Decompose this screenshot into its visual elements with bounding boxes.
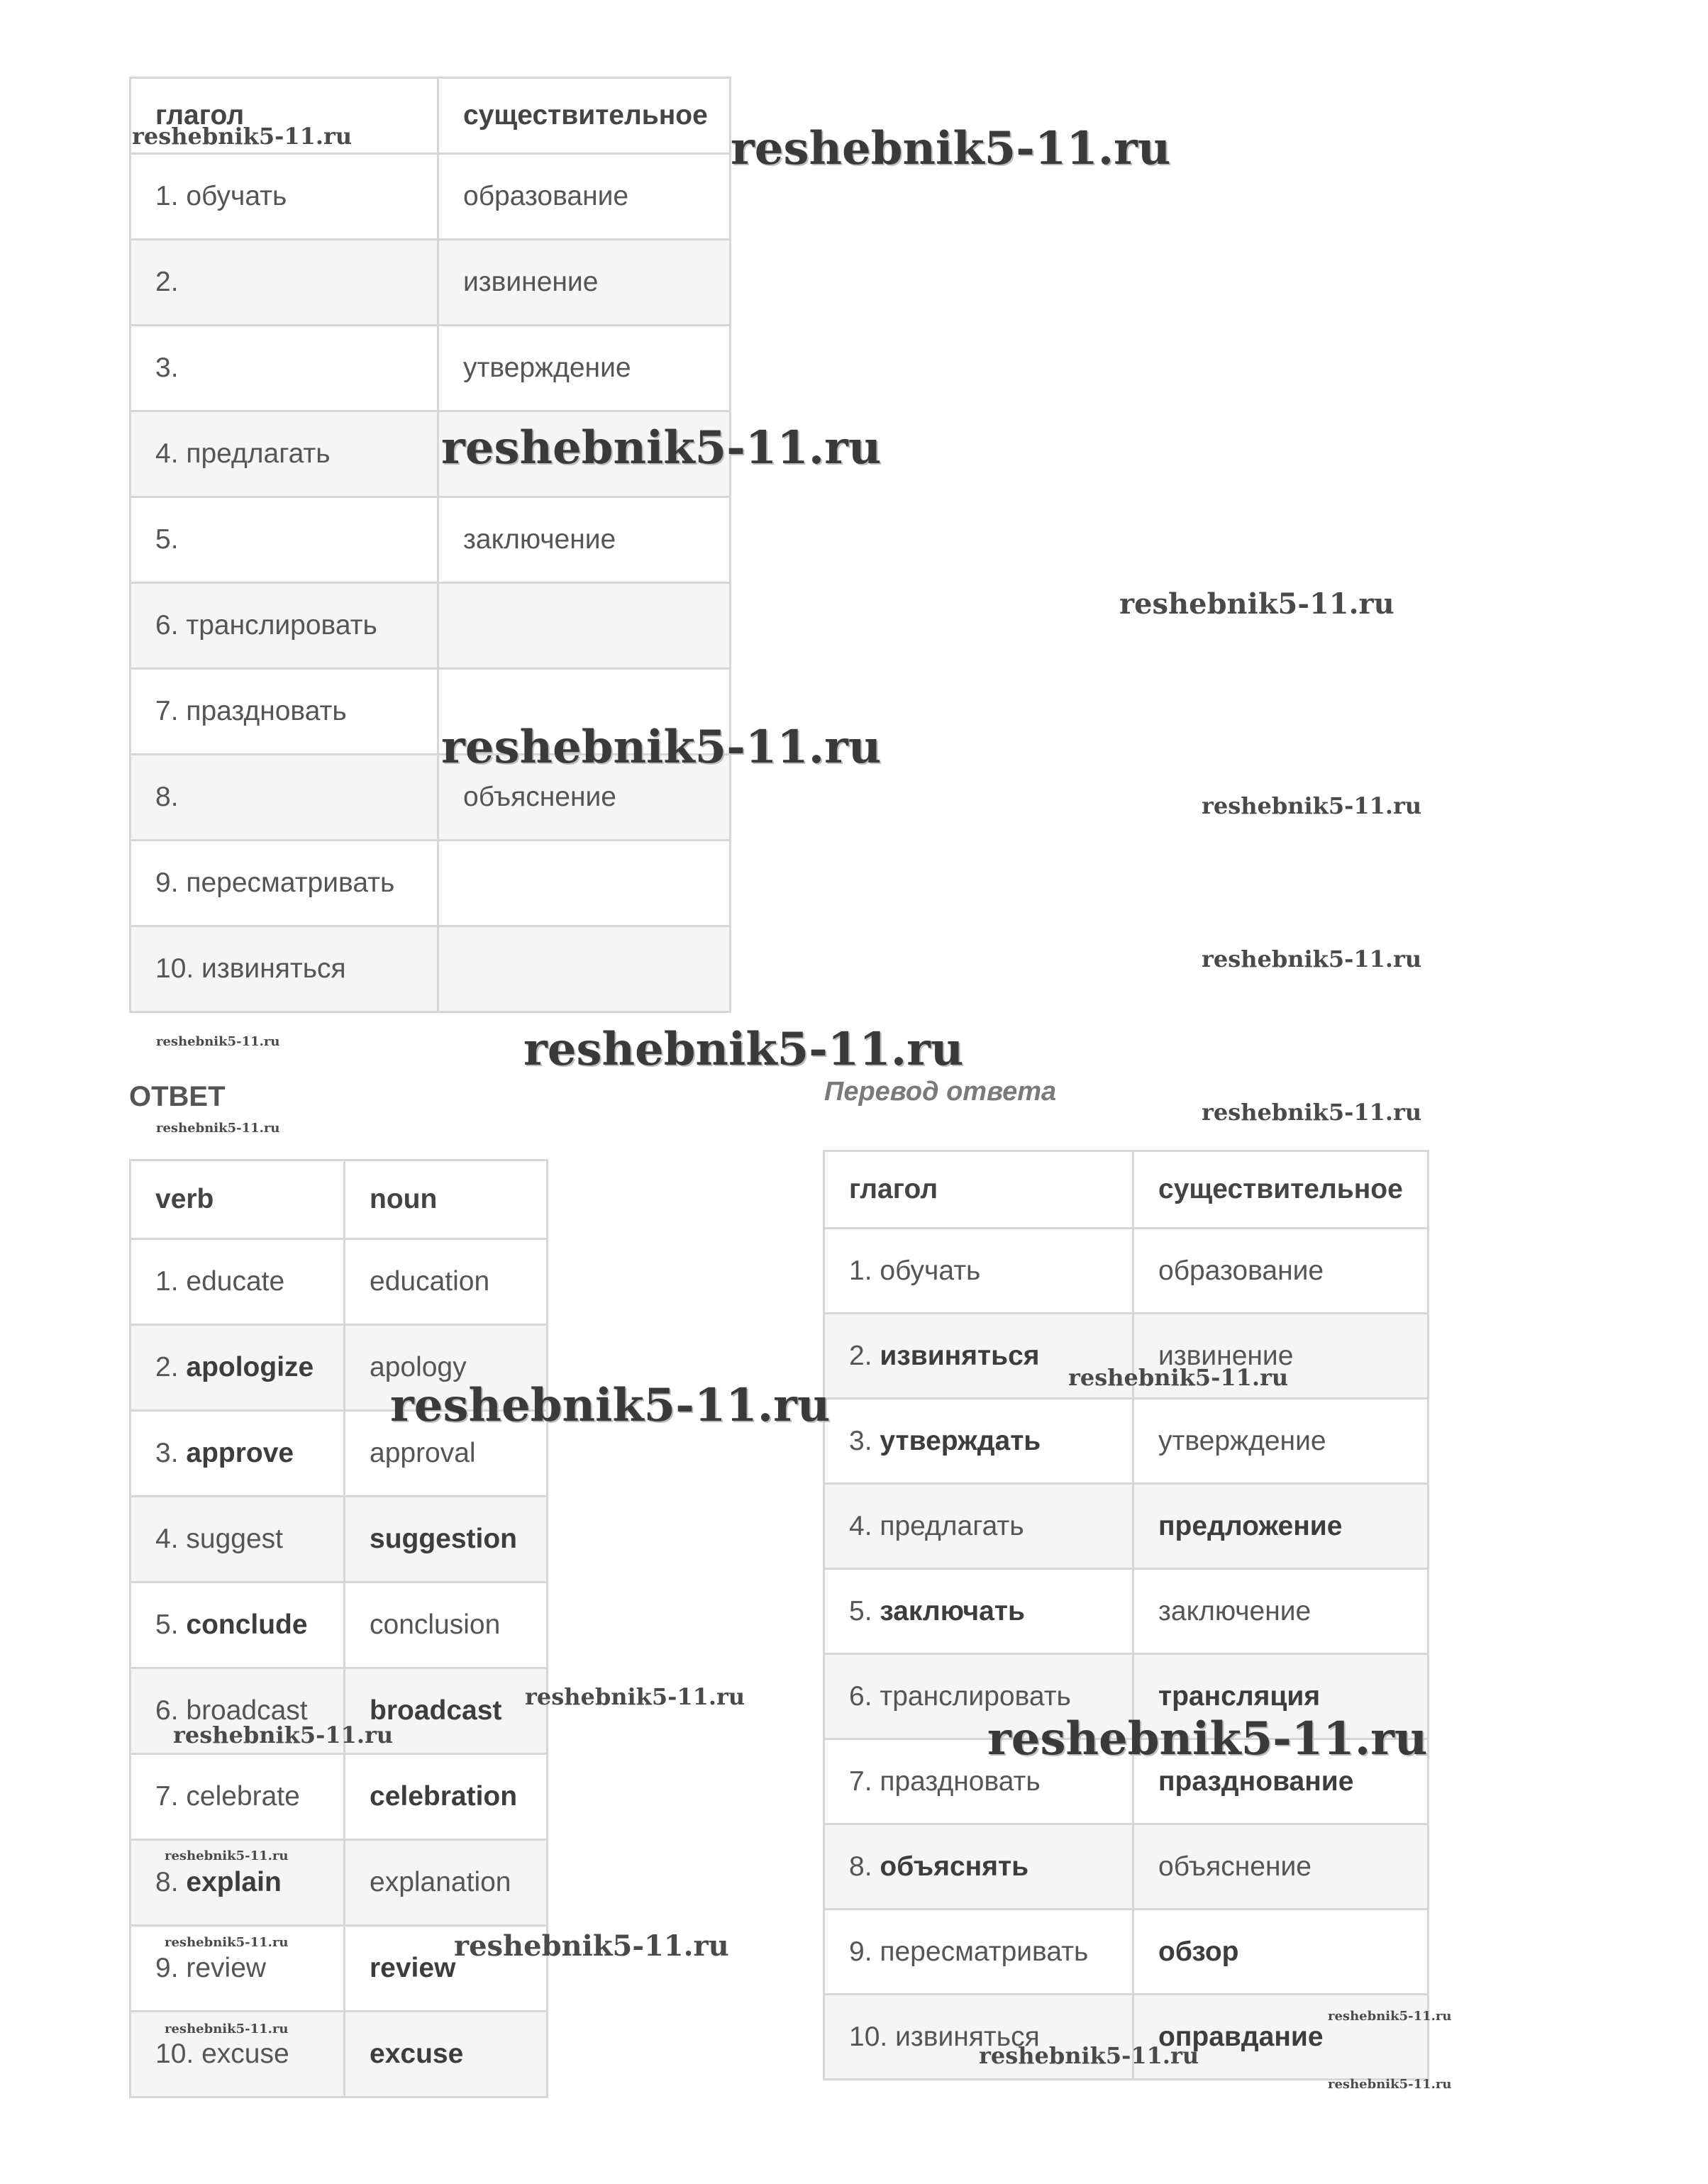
row-number: 2. bbox=[155, 1352, 179, 1382]
row-number: 7. bbox=[155, 1781, 179, 1812]
task-verb-cell: 5. bbox=[131, 497, 438, 583]
translation-noun-cell bbox=[1133, 1909, 1429, 1995]
answer-table bbox=[129, 1159, 548, 2098]
task-noun-cell bbox=[438, 926, 731, 1012]
translation-noun: трансляция bbox=[1158, 1680, 1321, 1712]
translation-noun: предложение bbox=[1158, 1510, 1343, 1541]
answer-noun-cell bbox=[345, 1411, 548, 1497]
translation-verb: извиняться bbox=[895, 2021, 1040, 2052]
answer-noun: apology bbox=[370, 1352, 467, 1382]
translation-verb: извиняться bbox=[880, 1340, 1040, 1371]
watermark: reshebnik5-11.ru bbox=[1328, 2077, 1452, 2092]
task-verb-cell: 1. обучать bbox=[131, 154, 438, 240]
task-verb-cell: 2. bbox=[131, 240, 438, 326]
answer-verb: review bbox=[186, 1953, 267, 1983]
row-number: 3. bbox=[155, 1438, 179, 1468]
answer-noun-cell bbox=[345, 1497, 548, 1582]
translation-verb-cell bbox=[824, 1824, 1133, 1909]
watermark: reshebnik5-11.ru bbox=[1202, 946, 1422, 972]
answer-noun-cell bbox=[345, 1325, 548, 1411]
answer-row bbox=[131, 1926, 548, 2012]
watermark: reshebnik5-11.ru bbox=[731, 122, 1171, 175]
translation-row bbox=[824, 1654, 1429, 1739]
task-noun-cell bbox=[438, 669, 731, 755]
watermark: reshebnik5-11.ru bbox=[987, 1712, 1428, 1766]
watermark: reshebnik5-11.ru bbox=[1119, 587, 1394, 621]
translation-verb-cell bbox=[824, 1399, 1133, 1484]
watermark: reshebnik5-11.ru bbox=[523, 1023, 964, 1076]
translation-verb: объяснять bbox=[880, 1851, 1029, 1882]
answer-noun-cell bbox=[345, 1754, 548, 1840]
watermark: reshebnik5-11.ru bbox=[979, 2042, 1199, 2069]
answer-noun-cell bbox=[345, 1926, 548, 2012]
answer-noun: education bbox=[370, 1266, 490, 1297]
task-noun-cell: извинение bbox=[438, 240, 731, 326]
watermark: reshebnik5-11.ru bbox=[1202, 792, 1422, 819]
translation-row bbox=[824, 1399, 1429, 1484]
watermark: reshebnik5-11.ru bbox=[454, 1929, 729, 1963]
translation-noun-cell bbox=[1133, 1824, 1429, 1909]
row-number: 4. bbox=[155, 1524, 179, 1554]
translation-verb-cell bbox=[824, 1484, 1133, 1569]
translation-verb-cell bbox=[824, 1995, 1133, 2080]
answer-noun-cell bbox=[345, 1239, 548, 1325]
answer-verb: approve bbox=[186, 1438, 294, 1468]
answer-row bbox=[131, 1497, 548, 1582]
translation-noun: утверждение bbox=[1158, 1425, 1326, 1456]
header-verb-ru: глагол bbox=[824, 1151, 1133, 1229]
task-verb-cell: 7. праздновать bbox=[131, 669, 438, 755]
row-number: 9. bbox=[155, 1953, 179, 1983]
row-number: 3. bbox=[849, 1425, 872, 1456]
header-noun: noun bbox=[345, 1160, 548, 1239]
row-number: 1. bbox=[849, 1255, 872, 1286]
answer-verb: apologize bbox=[186, 1352, 314, 1382]
answer-verb-cell bbox=[131, 1840, 345, 1926]
row-number: 6. bbox=[849, 1680, 872, 1712]
translation-row bbox=[824, 1229, 1429, 1314]
task-verb-cell: 3. bbox=[131, 326, 438, 411]
translation-row bbox=[824, 1314, 1429, 1399]
translation-verb: предлагать bbox=[880, 1510, 1024, 1541]
task-verb-cell: 9. пересматривать bbox=[131, 841, 438, 926]
watermark: reshebnik5-11.ru bbox=[132, 123, 353, 150]
row-number: 8. bbox=[849, 1851, 872, 1882]
translation-verb: транслировать bbox=[880, 1680, 1071, 1712]
answer-verb-cell bbox=[131, 1668, 345, 1754]
answer-row bbox=[131, 2012, 548, 2097]
answer-row bbox=[131, 1840, 548, 1926]
translation-row bbox=[824, 1995, 1429, 2080]
answer-noun: celebration bbox=[370, 1781, 518, 1812]
translation-noun-cell bbox=[1133, 1739, 1429, 1824]
watermark: reshebnik5-11.ru bbox=[165, 1848, 289, 1863]
answer-verb-cell bbox=[131, 1497, 345, 1582]
translation-verb-cell bbox=[824, 1739, 1133, 1824]
task-verb-cell: 6. транслировать bbox=[131, 583, 438, 669]
watermark: reshebnik5-11.ru bbox=[1068, 1364, 1289, 1391]
header-noun-ru: существительное bbox=[1133, 1151, 1429, 1229]
translation-heading: Перевод ответа bbox=[824, 1077, 1057, 1107]
answer-noun: approval bbox=[370, 1438, 476, 1468]
translation-noun: обзор bbox=[1158, 1936, 1239, 1967]
row-number: 8. bbox=[155, 1867, 179, 1897]
task-noun-cell: объяснение bbox=[438, 755, 731, 841]
answer-row bbox=[131, 1582, 548, 1668]
answer-verb: celebrate bbox=[186, 1781, 300, 1812]
answer-row bbox=[131, 1668, 548, 1754]
answer-noun-cell bbox=[345, 2012, 548, 2097]
translation-noun: образование bbox=[1158, 1255, 1324, 1286]
translation-noun-cell bbox=[1133, 1569, 1429, 1654]
watermark: reshebnik5-11.ru bbox=[390, 1379, 831, 1432]
translation-verb: праздновать bbox=[880, 1766, 1041, 1797]
row-number: 10. bbox=[155, 2039, 194, 2069]
translation-noun-cell bbox=[1133, 1399, 1429, 1484]
answer-noun: suggestion bbox=[370, 1524, 518, 1554]
translation-verb: утверждать bbox=[880, 1425, 1041, 1456]
answer-verb: broadcast bbox=[186, 1695, 308, 1726]
answer-verb-cell bbox=[131, 1754, 345, 1840]
watermark: reshebnik5-11.ru bbox=[156, 1034, 280, 1049]
answer-verb: explain bbox=[186, 1867, 282, 1897]
row-number: 7. bbox=[849, 1766, 872, 1797]
task-noun-cell bbox=[438, 411, 731, 497]
answer-noun: review bbox=[370, 1953, 456, 1983]
translation-noun-cell bbox=[1133, 1229, 1429, 1314]
watermark: reshebnik5-11.ru bbox=[441, 721, 882, 774]
answer-verb: excuse bbox=[201, 2039, 289, 2069]
translation-verb-cell bbox=[824, 1569, 1133, 1654]
watermark: reshebnik5-11.ru bbox=[165, 2022, 289, 2036]
answer-verb-cell bbox=[131, 2012, 345, 2097]
row-number: 5. bbox=[849, 1595, 872, 1626]
translation-noun: извинение bbox=[1158, 1340, 1294, 1371]
translation-noun-cell bbox=[1133, 1484, 1429, 1569]
translation-verb-cell bbox=[824, 1229, 1133, 1314]
translation-row bbox=[824, 1569, 1429, 1654]
task-noun-cell bbox=[438, 583, 731, 669]
header-verb-ru: глагол bbox=[131, 78, 438, 154]
answer-row bbox=[131, 1239, 548, 1325]
watermark: reshebnik5-11.ru bbox=[1328, 2009, 1452, 2024]
task-noun-cell: заключение bbox=[438, 497, 731, 583]
translation-table bbox=[823, 1150, 1429, 2080]
translation-verb-cell bbox=[824, 1314, 1133, 1399]
answer-noun: explanation bbox=[370, 1867, 511, 1897]
row-number: 5. bbox=[155, 1609, 179, 1640]
answer-verb: educate bbox=[186, 1266, 285, 1297]
header-noun-ru: существительное bbox=[438, 78, 731, 154]
row-number: 10. bbox=[849, 2021, 888, 2052]
translation-noun: объяснение bbox=[1158, 1851, 1312, 1882]
watermark: reshebnik5-11.ru bbox=[156, 1121, 280, 1136]
translation-noun: оправдание bbox=[1158, 2021, 1324, 2052]
answer-verb-cell bbox=[131, 1411, 345, 1497]
answer-noun-cell bbox=[345, 1840, 548, 1926]
answer-row bbox=[131, 1325, 548, 1411]
watermark: reshebnik5-11.ru bbox=[165, 1935, 289, 1950]
translation-row bbox=[824, 1484, 1429, 1569]
task-verb-cell: 10. извиняться bbox=[131, 926, 438, 1012]
answer-noun-cell bbox=[345, 1668, 548, 1754]
task-noun-cell: образование bbox=[438, 154, 731, 240]
translation-noun-cell bbox=[1133, 1995, 1429, 2080]
row-number: 4. bbox=[849, 1510, 872, 1541]
answer-verb: conclude bbox=[186, 1609, 308, 1640]
translation-noun-cell bbox=[1133, 1314, 1429, 1399]
watermark: reshebnik5-11.ru bbox=[525, 1683, 745, 1710]
header-verb: verb bbox=[131, 1160, 345, 1239]
translation-noun: празднование bbox=[1158, 1766, 1354, 1797]
translation-verb: обучать bbox=[880, 1255, 981, 1286]
task-verb-cell: 4. предлагать bbox=[131, 411, 438, 497]
translation-noun-cell bbox=[1133, 1654, 1429, 1739]
translation-row bbox=[824, 1909, 1429, 1995]
task-noun-cell bbox=[438, 841, 731, 926]
translation-row bbox=[824, 1739, 1429, 1824]
answer-row bbox=[131, 1411, 548, 1497]
answer-verb-cell bbox=[131, 1582, 345, 1668]
task-noun-cell: утверждение bbox=[438, 326, 731, 411]
watermark: reshebnik5-11.ru bbox=[441, 421, 882, 475]
row-number: 6. bbox=[155, 1695, 179, 1726]
answer-verb: suggest bbox=[186, 1524, 283, 1554]
answer-verb-cell bbox=[131, 1239, 345, 1325]
answer-verb-cell bbox=[131, 1926, 345, 2012]
watermark: reshebnik5-11.ru bbox=[1202, 1099, 1422, 1126]
task-verb-cell: 8. bbox=[131, 755, 438, 841]
translation-verb-cell bbox=[824, 1909, 1133, 1995]
row-number: 2. bbox=[849, 1340, 872, 1371]
answer-row bbox=[131, 1754, 548, 1840]
row-number: 9. bbox=[849, 1936, 872, 1967]
answer-verb-cell bbox=[131, 1325, 345, 1411]
translation-row bbox=[824, 1824, 1429, 1909]
answer-noun: broadcast bbox=[370, 1695, 502, 1726]
answer-heading: ОТВЕТ bbox=[129, 1081, 226, 1112]
answer-noun-cell bbox=[345, 1582, 548, 1668]
watermark: reshebnik5-11.ru bbox=[173, 1722, 394, 1748]
row-number: 1. bbox=[155, 1266, 179, 1297]
translation-verb-cell bbox=[824, 1654, 1133, 1739]
answer-noun: conclusion bbox=[370, 1609, 501, 1640]
translation-noun: заключение bbox=[1158, 1595, 1312, 1626]
task-table bbox=[129, 77, 731, 1013]
translation-verb: пересматривать bbox=[880, 1936, 1089, 1967]
translation-verb: заключать bbox=[880, 1595, 1025, 1626]
answer-noun: excuse bbox=[370, 2039, 464, 2069]
